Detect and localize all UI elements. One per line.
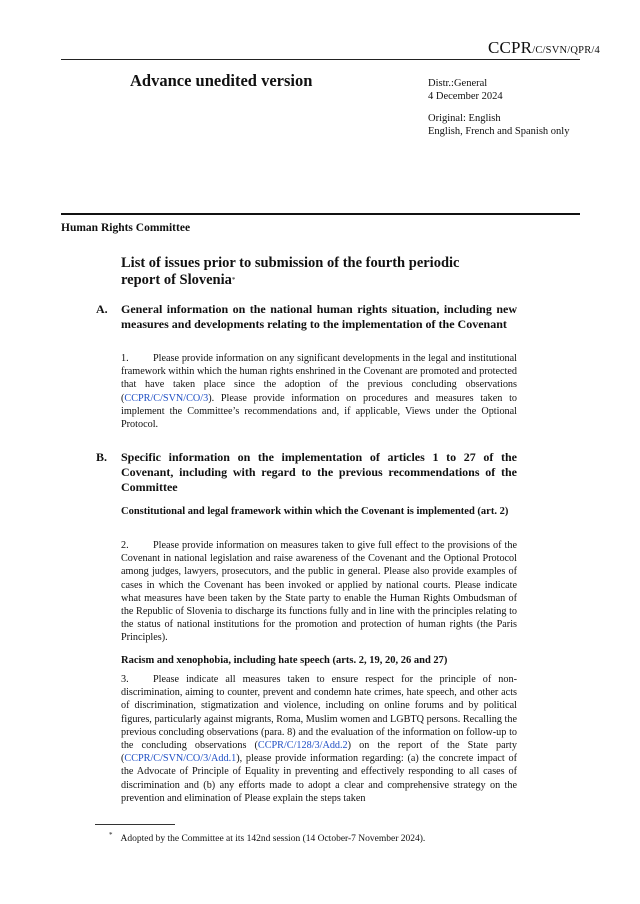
footnote-text: Adopted by the Committee at its 142nd session (14 October-7 November 2024).: [120, 834, 426, 845]
paragraph-3-text-c: ), please provide information regarding: (a) the concrete impact of the Advocate of Principle of Equality in preventing and effectively responding to all cases of discrimination and (b) any efforts made to adopt a clear and comprehensive strategy on the prevention and elimination of Please explain the steps taken: [121, 753, 517, 804]
link-ccpr-c-128-3-add-2[interactable]: CCPR/C/128/3/Add.2: [257, 740, 348, 752]
paragraph-3-number: 3.: [121, 674, 129, 685]
paragraph-1: [121, 352, 517, 431]
original-language: Original: English: [428, 113, 501, 124]
paragraph-1-text-a: Please provide information on any significant developments in the legal and institutional framework within which the human rights enshrined in the Covenant are promoted and protected that have taken place since the adoption of the previous concluding observations (: [121, 353, 517, 404]
header-rule: [61, 59, 580, 60]
subheading-racism-xenophobia: Racism and xenophobia, including hate speech (arts. 2, 19, 20, 26 and 27): [121, 655, 448, 666]
section-a-letter: A.: [96, 302, 108, 316]
link-ccpr-c-svn-co-3[interactable]: CCPR/C/SVN/CO/3: [124, 392, 209, 404]
advance-version-label: Advance unedited version: [130, 71, 313, 90]
distribution: Distr.:General: [428, 78, 488, 89]
section-b-letter: B.: [96, 450, 108, 464]
paragraph-1-text-b: ). Please provide information on procedures and measures taken to implement the Committee’s recommendations and, if applicable, Views under the Optional Protocol.: [121, 392, 517, 431]
title-line-2: report of Slovenia: [121, 272, 232, 288]
paragraph-2: [121, 539, 517, 645]
section-b-heading: Specific information on the implementation of articles 1 to 27 of the Covenant, including with regard to the previous recommendations of the Committee: [121, 450, 517, 494]
thick-rule: [61, 213, 580, 215]
paragraph-1-number: 1.: [121, 353, 129, 364]
paragraph-3-text-a: Please indicate all measures taken to ensure respect for the principle of non-discrimination, aiming to counter, prevent and condemn hate crimes, hate speech, and other acts of discrimination, stigmatization and violence, including on online forums and by political figures, particularly against migrants, Roma, Muslim women and LGBTQ persons. Recalling the previous concluding observations (para. 8) and the evaluation of the information on follow-up to the concluding observations (: [121, 674, 517, 752]
paragraph-3: [121, 673, 517, 805]
footnote: [109, 831, 425, 844]
languages: English, French and Spanish only: [428, 126, 570, 137]
paragraph-2-number: 2.: [121, 540, 129, 551]
footnote-mark: *: [109, 831, 113, 839]
date: 4 December 2024: [428, 91, 503, 102]
footnote-rule: [95, 824, 175, 825]
paragraph-3-text-b: ) on the report of the State party (: [121, 740, 517, 765]
page-title: [121, 255, 521, 289]
symbol-main: CCPR: [487, 38, 533, 57]
title-line-1: List of issues prior to submission of the fourth periodic: [121, 255, 460, 271]
title-footnote-mark[interactable]: *: [231, 276, 236, 284]
paragraph-2-text: Please provide information on measures taken to give full effect to the provisions of the Covenant in national legislation and raise awareness of the Covenant and the Optional Protocol among judges, lawyers, prosecutors, and the public in general. Please also provide examples of cases in which the Covenant has been invoked or applied by national courts. Please indicate what measures have been taken by the State party to enable the Human Rights Ombudsman of the Republic of Slovenia to discharge its functions fully and in line with the principles relating to the status of national institutions for the promotion and protection of human rights (the Paris Principles).: [121, 540, 517, 644]
committee-name: Human Rights Committee: [61, 222, 191, 234]
link-ccpr-c-svn-co-3-add-1[interactable]: CCPR/C/SVN/CO/3/Add.1: [124, 753, 237, 765]
section-a-heading: General information on the national human rights situation, including new measures and developments relating to the implementation of the Covenant: [121, 302, 517, 331]
document-symbol: [488, 38, 600, 58]
symbol-sub: /C/SVN/QPR/4: [532, 45, 600, 56]
subheading-constitutional-framework: Constitutional and legal framework within which the Covenant is implemented (art. 2): [121, 506, 509, 517]
